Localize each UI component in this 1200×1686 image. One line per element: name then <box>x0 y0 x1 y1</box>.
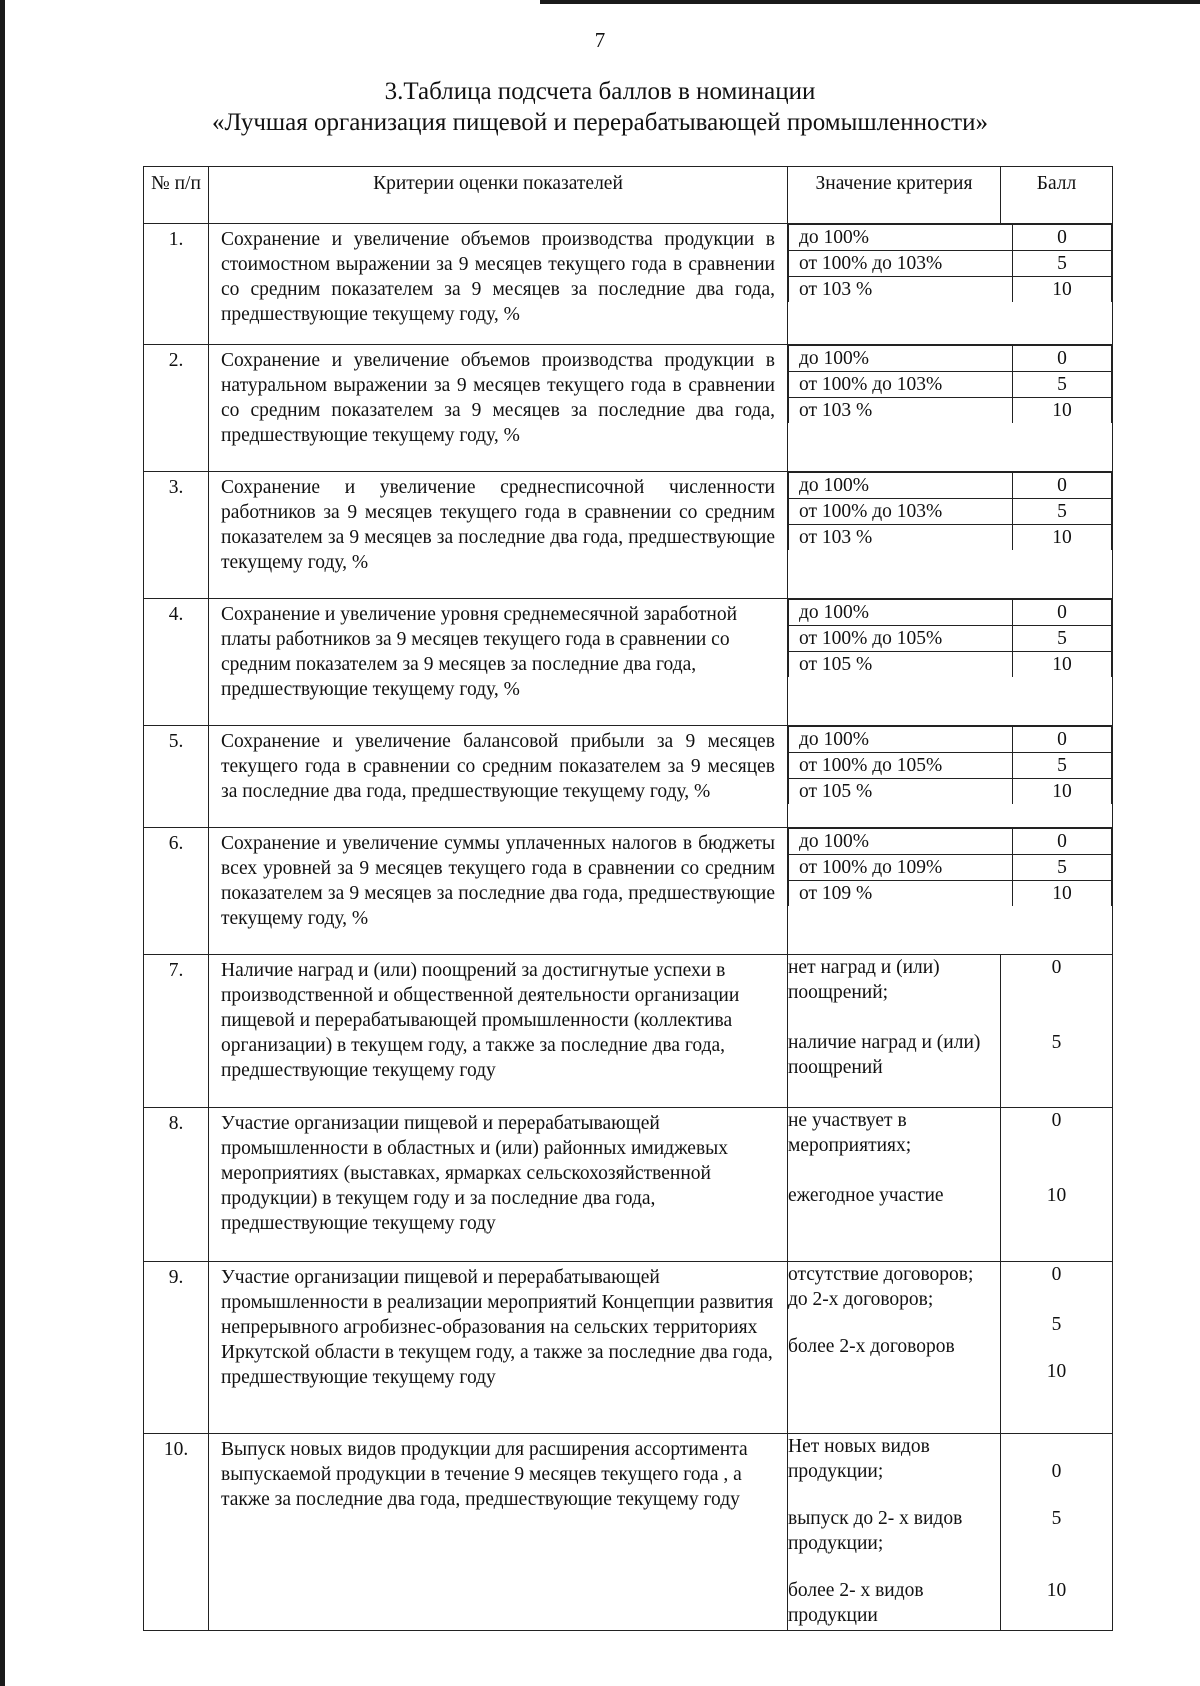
score-options <box>788 599 1112 677</box>
scan-top-edge <box>540 0 1200 4</box>
criterion-value: до 100% <box>789 600 1013 626</box>
row-scores <box>788 599 1113 726</box>
header-points: Балл <box>1001 167 1113 224</box>
score-option <box>789 753 1112 779</box>
score-options <box>788 828 1112 906</box>
row-points <box>1001 1434 1113 1631</box>
criterion-value: выпуск до 2- х видов продукции; <box>788 1508 963 1554</box>
criterion-value: до 100% <box>789 225 1013 251</box>
criterion-value: от 100% до 105% <box>789 626 1013 652</box>
criterion-points: 5 <box>1013 753 1112 779</box>
score-option <box>789 855 1112 881</box>
row-values <box>788 1108 1001 1262</box>
criterion-points: 0 <box>1051 957 1062 978</box>
score-option <box>789 881 1112 907</box>
criterion-value: ежегодное участие <box>788 1185 944 1206</box>
criterion-points: 10 <box>1013 779 1112 805</box>
score-option <box>789 473 1112 499</box>
score-option <box>789 525 1112 551</box>
score-option <box>789 277 1112 303</box>
criterion-points: 5 <box>1013 499 1112 525</box>
criterion-points: 0 <box>1051 1264 1062 1285</box>
row-criteria: Сохранение и увеличение уровня среднемесячной заработной платы работников за 9 месяцев текущего года в сравнении со средним показателем за 9 месяцев за последние два года, предшествующие текущему году, % <box>209 599 788 726</box>
criterion-points: 10 <box>1013 398 1112 424</box>
table-row <box>144 472 1113 599</box>
score-options <box>788 345 1112 423</box>
criterion-points: 10 <box>1013 652 1112 678</box>
criterion-points: 10 <box>1013 277 1112 303</box>
row-points <box>1001 955 1113 1108</box>
criterion-points: 5 <box>1051 1314 1062 1335</box>
score-option <box>789 372 1112 398</box>
score-option <box>789 398 1112 424</box>
row-criteria: Участие организации пищевой и перерабатывающей промышленности в реализации мероприятий Концепции развития непрерывного агробизнес-образования на сельских территориях Иркутской области в текущем году, а также за последние два года, предшествующие текущему году <box>209 1262 788 1434</box>
criterion-points: 5 <box>1051 1508 1062 1529</box>
criterion-points: 5 <box>1013 251 1112 277</box>
row-criteria: Участие организации пищевой и перерабатывающей промышленности в областных и (или) районных имиджевых мероприятиях (выставках, ярмарках сельскохозяйственной продукции) в текущем году и за последние два года, предшествующие текущему году <box>209 1108 788 1262</box>
table-row <box>144 1434 1113 1631</box>
score-options <box>788 726 1112 804</box>
score-options <box>788 224 1112 302</box>
score-option <box>789 727 1112 753</box>
criterion-value: наличие наград и (или) поощрений <box>788 1032 981 1078</box>
row-criteria: Сохранение и увеличение объемов производства продукции в стоимостном выражении за 9 месяцев текущего года в сравнении со средним показателем за 9 месяцев за последние два года, предшествующие текущему году, % <box>209 224 788 345</box>
score-option <box>789 346 1112 372</box>
criterion-points: 0 <box>1013 473 1112 499</box>
criterion-points: 10 <box>1013 525 1112 551</box>
criterion-value: от 100% до 109% <box>789 855 1013 881</box>
criterion-value: нет наград и (или) поощрений; <box>788 957 940 1003</box>
score-option <box>789 225 1112 251</box>
criterion-value: от 109 % <box>789 881 1013 907</box>
criterion-value: от 103 % <box>789 525 1013 551</box>
row-scores <box>788 224 1113 345</box>
row-number: 8. <box>144 1108 209 1262</box>
criterion-points: 0 <box>1013 225 1112 251</box>
row-number: 4. <box>144 599 209 726</box>
row-number: 7. <box>144 955 209 1108</box>
criterion-points: 10 <box>1013 881 1112 907</box>
page-number: 7 <box>594 28 606 52</box>
row-criteria: Сохранение и увеличение балансовой прибыли за 9 месяцев текущего года в сравнении со средним показателем за 9 месяцев за последние два года, предшествующие текущему году, % <box>209 726 788 828</box>
criterion-value: не участвует в мероприятиях; <box>788 1110 912 1156</box>
row-criteria: Выпуск новых видов продукции для расширения ассортимента выпускаемой продукции в течение 9 месяцев текущего года , а также за последние два года, предшествующие текущему году <box>209 1434 788 1631</box>
row-points <box>1001 1108 1113 1262</box>
criterion-value: до 100% <box>789 829 1013 855</box>
criterion-points: 0 <box>1051 1461 1062 1482</box>
table-row <box>144 345 1113 472</box>
criterion-points: 0 <box>1051 1110 1062 1131</box>
table-row <box>144 599 1113 726</box>
row-values <box>788 1262 1001 1434</box>
title-line-1: 3.Таблица подсчета баллов в номинации <box>384 78 816 105</box>
criterion-value: Нет новых видов продукции; <box>788 1436 930 1482</box>
header-num: № п/п <box>144 167 209 224</box>
criterion-value: более 2-х договоров <box>788 1336 955 1357</box>
row-number: 2. <box>144 345 209 472</box>
criterion-value: от 103 % <box>789 398 1013 424</box>
criterion-value: отсутствие договоров; <box>788 1264 974 1285</box>
criterion-value: до 2-х договоров; <box>788 1289 934 1310</box>
title-line-2: «Лучшая организация пищевой и перерабатывающей промышленности» <box>212 109 988 136</box>
row-number: 5. <box>144 726 209 828</box>
table-row <box>144 955 1113 1108</box>
score-option <box>789 626 1112 652</box>
criterion-points: 0 <box>1013 346 1112 372</box>
table-row <box>144 1108 1113 1262</box>
criterion-points: 10 <box>1046 1580 1067 1601</box>
row-number: 6. <box>144 828 209 955</box>
criterion-points: 10 <box>1046 1185 1067 1206</box>
header-value: Значение критерия <box>788 167 1001 224</box>
criterion-value: до 100% <box>789 727 1013 753</box>
row-number: 1. <box>144 224 209 345</box>
row-scores <box>788 726 1113 828</box>
criterion-value: более 2- х видов продукции <box>788 1580 924 1626</box>
criterion-value: от 100% до 103% <box>789 251 1013 277</box>
score-options <box>788 472 1112 550</box>
score-option <box>789 652 1112 678</box>
row-number: 3. <box>144 472 209 599</box>
criterion-value: от 105 % <box>789 779 1013 805</box>
criterion-points: 10 <box>1046 1361 1067 1382</box>
table-row <box>144 1262 1113 1434</box>
table-row <box>144 224 1113 345</box>
row-points <box>1001 1262 1113 1434</box>
criterion-points: 0 <box>1013 727 1112 753</box>
criterion-points: 5 <box>1013 372 1112 398</box>
criterion-points: 5 <box>1013 626 1112 652</box>
score-option <box>789 251 1112 277</box>
row-scores <box>788 472 1113 599</box>
criterion-value: от 105 % <box>789 652 1013 678</box>
criterion-value: от 100% до 103% <box>789 499 1013 525</box>
row-scores <box>788 345 1113 472</box>
row-criteria: Сохранение и увеличение среднесписочной численности работников за 9 месяцев текущего года в сравнении со средним показателем за 9 месяцев за последние два года, предшествующие текущему году, % <box>209 472 788 599</box>
row-scores <box>788 828 1113 955</box>
header-criteria: Критерии оценки показателей <box>209 167 788 224</box>
row-criteria: Сохранение и увеличение суммы уплаченных налогов в бюджеты всех уровней за 9 месяцев текущего года в сравнении со средним показателем за 9 месяцев за последние два года, предшествующие текущему году, % <box>209 828 788 955</box>
table-row <box>144 726 1113 828</box>
row-number: 10. <box>144 1434 209 1631</box>
score-option <box>789 779 1112 805</box>
table-row <box>144 828 1113 955</box>
criterion-value: от 103 % <box>789 277 1013 303</box>
table-header-row <box>144 167 1113 224</box>
row-criteria: Наличие наград и (или) поощрений за достигнутые успехи в производственной и общественной деятельности организации пищевой и перерабатывающей промышленности (коллектива организации) в текущем году, а также за последние два года, предшествующие текущему году <box>209 955 788 1108</box>
score-option <box>789 600 1112 626</box>
criterion-points: 5 <box>1051 1032 1062 1053</box>
criterion-points: 5 <box>1013 855 1112 881</box>
row-criteria: Сохранение и увеличение объемов производства продукции в натуральном выражении за 9 месяцев текущего года в сравнении со средним показателем за 9 месяцев за последние два года, предшествующие текущему году, % <box>209 345 788 472</box>
criterion-value: от 100% до 103% <box>789 372 1013 398</box>
criterion-value: до 100% <box>789 473 1013 499</box>
row-values <box>788 1434 1001 1631</box>
row-values <box>788 955 1001 1108</box>
criterion-value: до 100% <box>789 346 1013 372</box>
document-title <box>0 76 1200 138</box>
scan-left-edge <box>0 0 5 1686</box>
score-option <box>789 499 1112 525</box>
criterion-value: от 100% до 105% <box>789 753 1013 779</box>
criterion-points: 0 <box>1013 829 1112 855</box>
criterion-points: 0 <box>1013 600 1112 626</box>
score-table <box>143 166 1113 1631</box>
row-number: 9. <box>144 1262 209 1434</box>
score-option <box>789 829 1112 855</box>
